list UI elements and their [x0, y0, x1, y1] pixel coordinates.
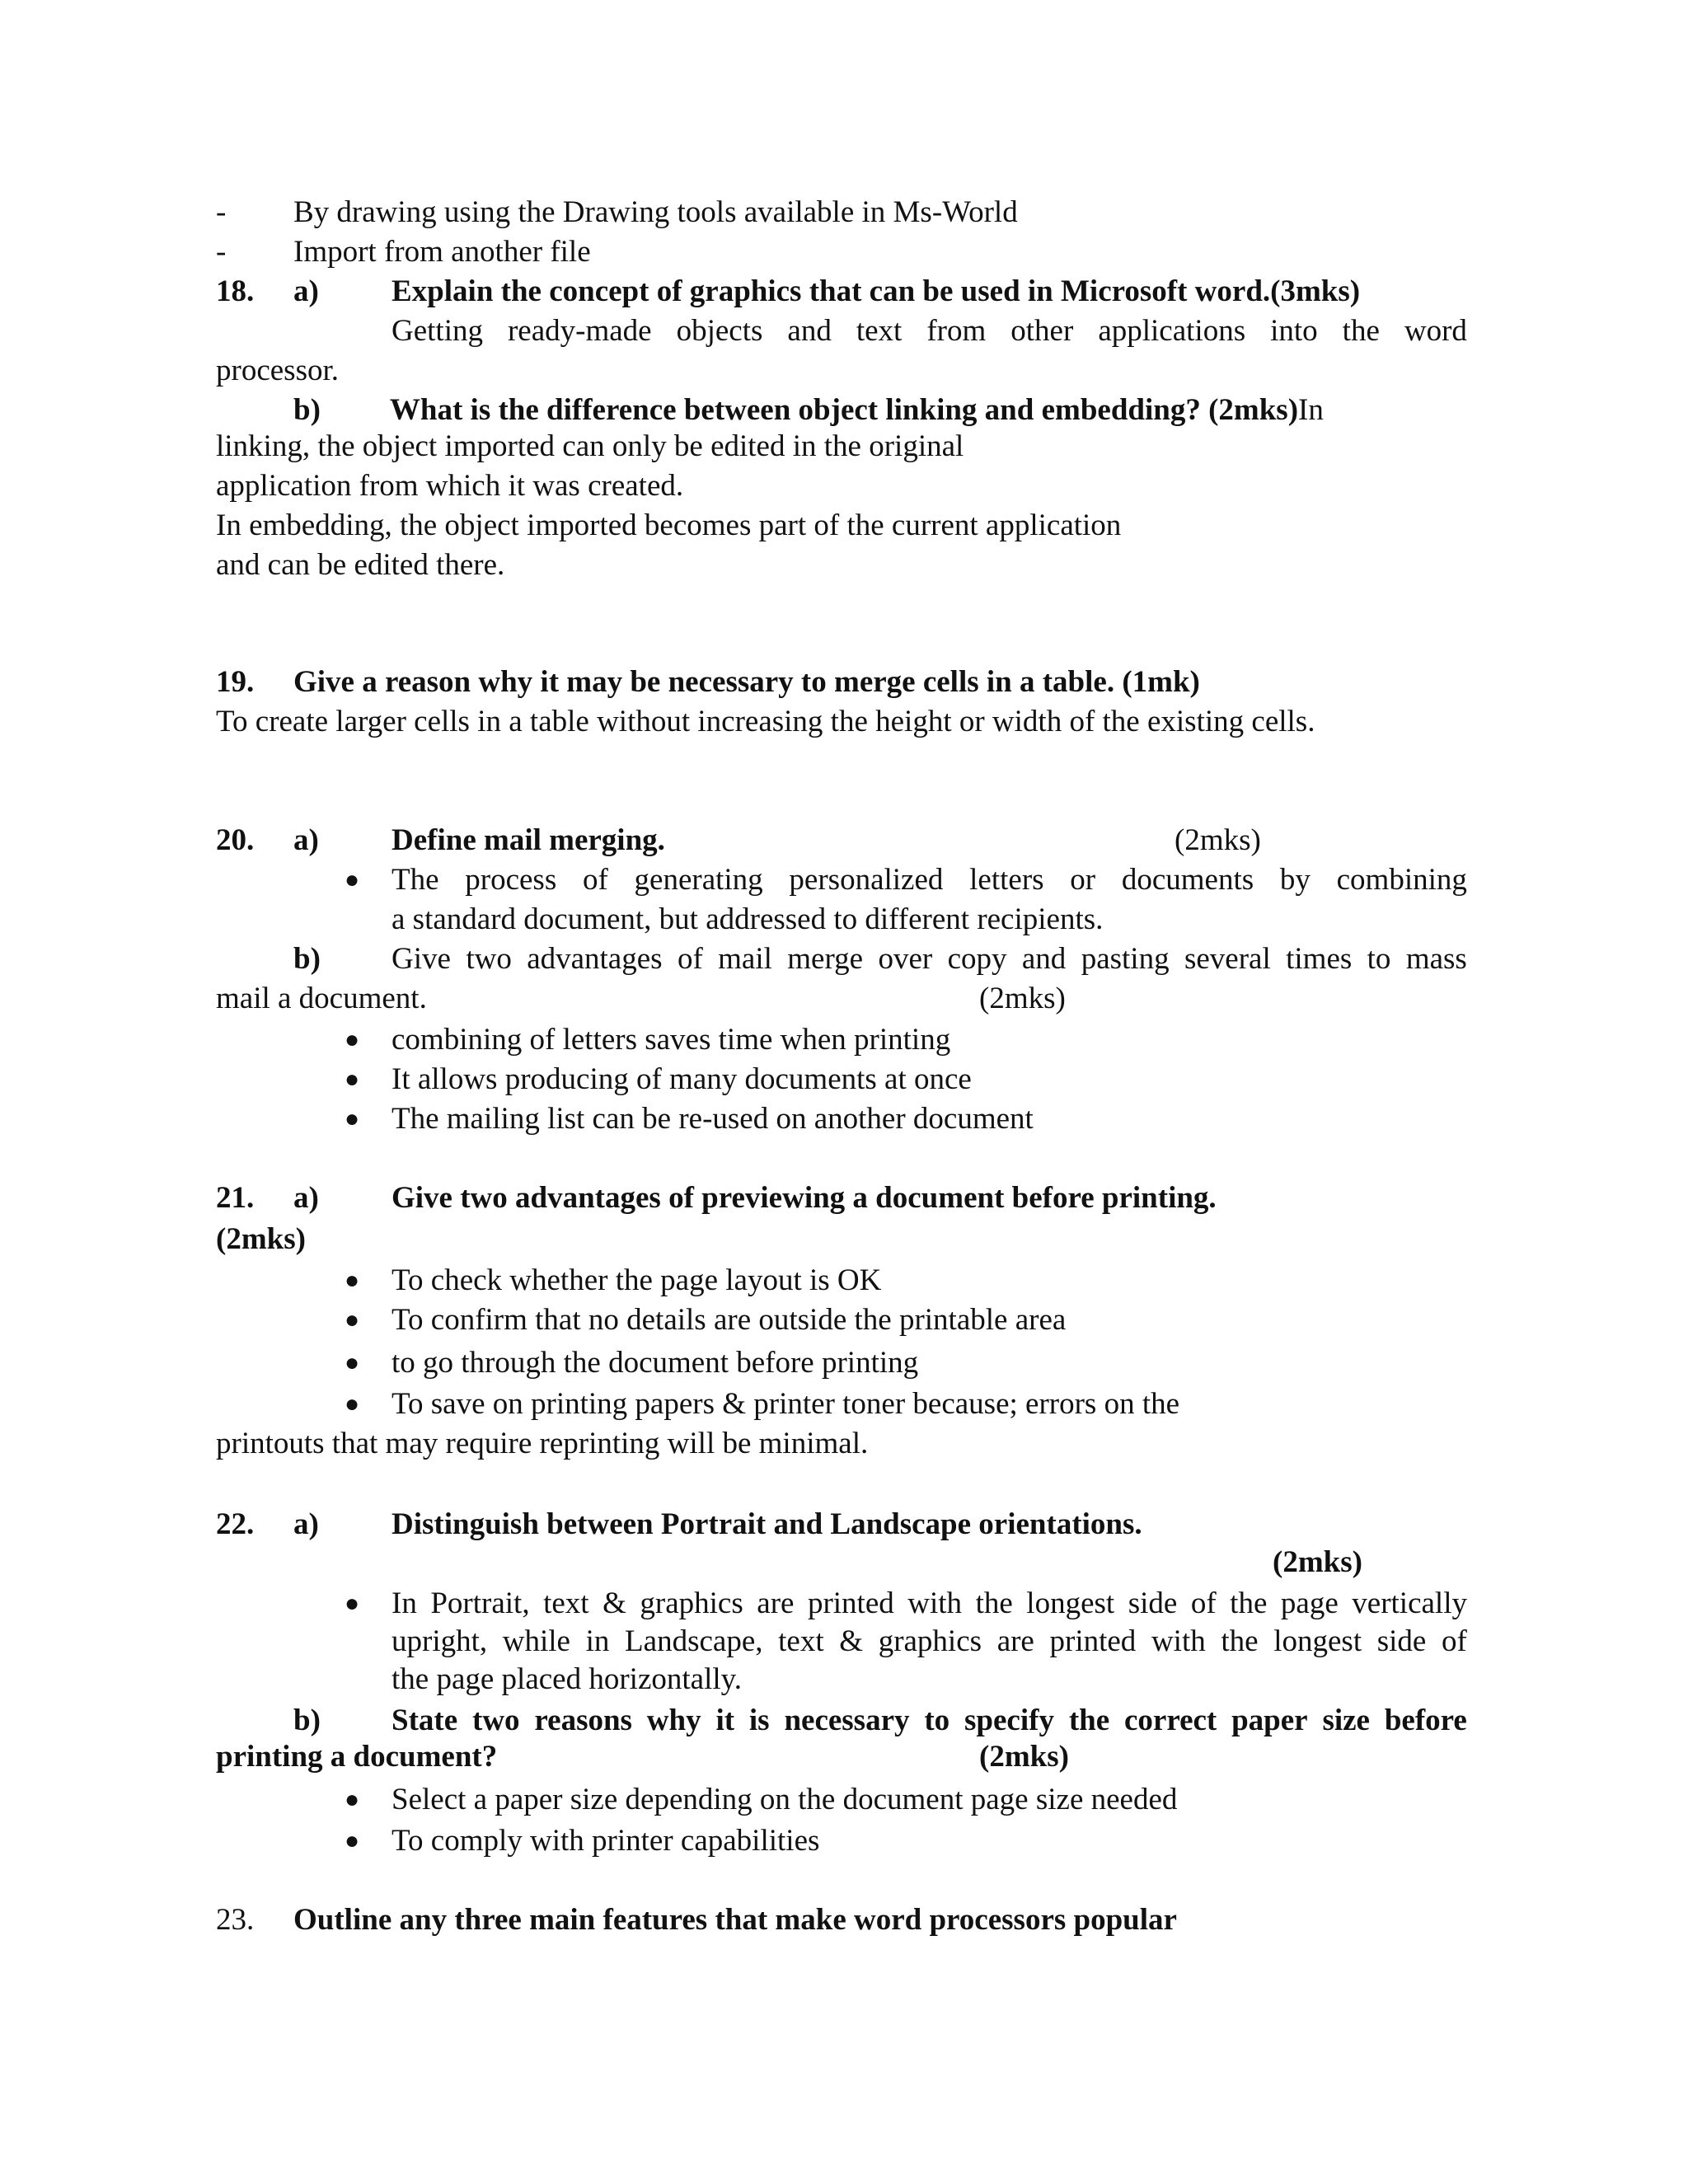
question-number: 21.	[216, 1181, 255, 1215]
word: the	[975, 1586, 1013, 1620]
word: Landscape,	[625, 1624, 763, 1658]
word: or	[1070, 863, 1096, 897]
list-item: To confirm that no details are outside the printable area	[392, 1303, 1067, 1337]
word: In	[392, 1586, 417, 1620]
list-item: To check whether the page layout is OK	[392, 1263, 882, 1297]
answer-line	[392, 312, 1467, 351]
word: text	[543, 1586, 589, 1620]
part-label: b)	[293, 1704, 321, 1737]
word: pasting	[1081, 942, 1170, 976]
word: side	[1376, 1624, 1427, 1658]
answer-line	[392, 1622, 1467, 1661]
word: from	[926, 314, 987, 348]
word: two	[472, 1704, 520, 1737]
word: of	[582, 863, 608, 897]
word: merge	[787, 942, 864, 976]
question-text: What is the difference between object linking and embedding? (2mks)	[389, 393, 1299, 427]
word: generating	[634, 863, 763, 897]
question-line	[392, 1701, 1467, 1741]
word: longest	[1026, 1586, 1115, 1620]
word: the	[1068, 1704, 1110, 1737]
marks: (2mks)	[979, 1740, 1069, 1774]
bullet-icon: ●	[345, 1026, 360, 1053]
answer-line: a standard document, but addressed to different recipients.	[392, 902, 1104, 936]
word: copy	[947, 942, 1007, 976]
word: graphics	[640, 1586, 743, 1620]
word: Getting	[392, 314, 483, 348]
list-item: The mailing list can be re-used on another document	[392, 1102, 1034, 1136]
answer-line	[392, 1584, 1467, 1624]
word: it	[715, 1704, 735, 1737]
question-number: 23.	[216, 1903, 255, 1937]
word: by	[1279, 863, 1311, 897]
word: before	[1384, 1704, 1467, 1737]
word: documents	[1121, 863, 1254, 897]
word: word	[1404, 314, 1467, 348]
answer-line: and can be edited there.	[216, 548, 505, 582]
question-text: Explain the concept of graphics that can be used in Microsoft word.(3mks)	[392, 274, 1361, 308]
word: the	[1342, 314, 1380, 348]
word: &	[603, 1586, 626, 1620]
word: side	[1128, 1586, 1178, 1620]
bullet-icon: ●	[345, 1105, 360, 1132]
word: are	[996, 1624, 1034, 1658]
bullet-icon: ●	[345, 1827, 360, 1854]
word: Portrait,	[430, 1586, 530, 1620]
question-line	[392, 940, 1467, 979]
marks: (2mks)	[1175, 823, 1261, 857]
word: several	[1184, 942, 1271, 976]
word: process	[465, 863, 557, 897]
word: The	[392, 863, 439, 897]
part-label: a)	[293, 1181, 319, 1215]
dash-marker: -	[216, 195, 227, 229]
word: reasons	[534, 1704, 632, 1737]
list-item: It allows producing of many documents at once	[392, 1062, 972, 1096]
marks: (2mks)	[979, 982, 1066, 1015]
word: graphics	[878, 1624, 982, 1658]
bullet-icon: ●	[345, 1786, 360, 1813]
part-label: a)	[293, 1507, 319, 1541]
bullet-icon: ●	[345, 1306, 360, 1333]
marks: (2mks)	[216, 1222, 306, 1256]
answer-line: application from which it was created.	[216, 469, 684, 503]
word: to	[1367, 942, 1391, 976]
word: of	[1442, 1624, 1467, 1658]
word: upright,	[392, 1624, 488, 1658]
word: the	[1221, 1624, 1259, 1658]
question-line: printing a document?	[216, 1740, 498, 1774]
question-text: Give a reason why it may be necessary to merge cells in a table. (1mk)	[293, 665, 1200, 699]
word: into	[1270, 314, 1318, 348]
answer-line: In embedding, the object imported becomes part of the current application	[216, 509, 1122, 542]
word: mass	[1405, 942, 1467, 976]
bullet-icon: ●	[345, 1267, 360, 1294]
question-number: 22.	[216, 1507, 255, 1541]
word: and	[787, 314, 832, 348]
word: vertically	[1352, 1586, 1467, 1620]
word: printed	[1049, 1624, 1137, 1658]
word: mail	[718, 942, 772, 976]
q18b-line	[293, 391, 1324, 430]
word: are	[757, 1586, 795, 1620]
word: why	[646, 1704, 701, 1737]
word: and	[1021, 942, 1067, 976]
part-label: a)	[293, 274, 319, 308]
marks: (2mks)	[1273, 1545, 1362, 1579]
word: printed	[807, 1586, 894, 1620]
word: applications	[1098, 314, 1246, 348]
word: Give	[392, 942, 451, 976]
word: personalized	[789, 863, 944, 897]
answer-line	[392, 860, 1467, 900]
question-line: mail a document.	[216, 982, 427, 1015]
word: page	[1280, 1586, 1339, 1620]
question-text: Distinguish between Portrait and Landscape orientations.	[392, 1507, 1142, 1541]
word: of	[677, 942, 703, 976]
list-item: To save on printing papers & printer toner because; errors on the	[392, 1387, 1180, 1421]
word: text	[856, 314, 903, 348]
bullet-icon: ●	[345, 1066, 360, 1093]
bullet-icon: ●	[345, 866, 360, 893]
word: State	[392, 1704, 458, 1737]
word: to	[924, 1704, 950, 1737]
word: two	[466, 942, 512, 976]
question-text: Outline any three main features that make word processors popular	[293, 1903, 1177, 1937]
answer-line: To create larger cells in a table without increasing the height or width of the existing cells.	[216, 705, 1315, 738]
part-label: b)	[293, 942, 321, 976]
answer-line: processor.	[216, 354, 339, 387]
part-label: b)	[293, 393, 321, 427]
word: &	[839, 1624, 864, 1658]
word: advantages	[527, 942, 663, 976]
word: over	[878, 942, 933, 976]
part-label: a)	[293, 823, 319, 857]
word: objects	[676, 314, 763, 348]
word: while	[502, 1624, 570, 1658]
bullet-icon: ●	[345, 1349, 360, 1376]
word: necessary	[784, 1704, 910, 1737]
bullet-icon: ●	[345, 1390, 360, 1418]
list-item: Import from another file	[293, 235, 591, 269]
word: with	[1151, 1624, 1206, 1658]
word: paper	[1231, 1704, 1308, 1737]
list-item: By drawing using the Drawing tools available in Ms-World	[293, 195, 1018, 229]
list-item: Select a paper size depending on the document page size needed	[392, 1783, 1178, 1816]
word: of	[1190, 1586, 1217, 1620]
question-number: 20.	[216, 823, 255, 857]
answer-text: In	[1298, 393, 1324, 427]
word: specify	[964, 1704, 1054, 1737]
word: the	[1230, 1586, 1268, 1620]
word: is	[748, 1704, 770, 1737]
list-item: combining of letters saves time when printing	[392, 1023, 951, 1057]
word: ready-made	[507, 314, 652, 348]
list-item: to go through the document before printing	[392, 1346, 919, 1380]
word: other	[1010, 314, 1074, 348]
word: combining	[1336, 863, 1467, 897]
dash-marker: -	[216, 235, 227, 269]
question-text: Give two advantages of previewing a document before printing.	[392, 1181, 1217, 1215]
word: longest	[1273, 1624, 1362, 1658]
word: times	[1286, 942, 1353, 976]
question-number: 18.	[216, 274, 255, 308]
list-item: To comply with printer capabilities	[392, 1824, 820, 1858]
word: in	[585, 1624, 610, 1658]
question-number: 19.	[216, 665, 255, 699]
word: letters	[969, 863, 1044, 897]
question-text: Define mail merging.	[392, 823, 665, 857]
answer-line: the page placed horizontally.	[392, 1662, 742, 1696]
word: correct	[1123, 1704, 1217, 1737]
list-item: printouts that may require reprinting will be minimal.	[216, 1427, 869, 1460]
answer-line: linking, the object imported can only be edited in the original	[216, 429, 964, 463]
bullet-icon: ●	[345, 1590, 360, 1617]
word: text	[778, 1624, 824, 1658]
word: with	[907, 1586, 963, 1620]
word: size	[1322, 1704, 1370, 1737]
